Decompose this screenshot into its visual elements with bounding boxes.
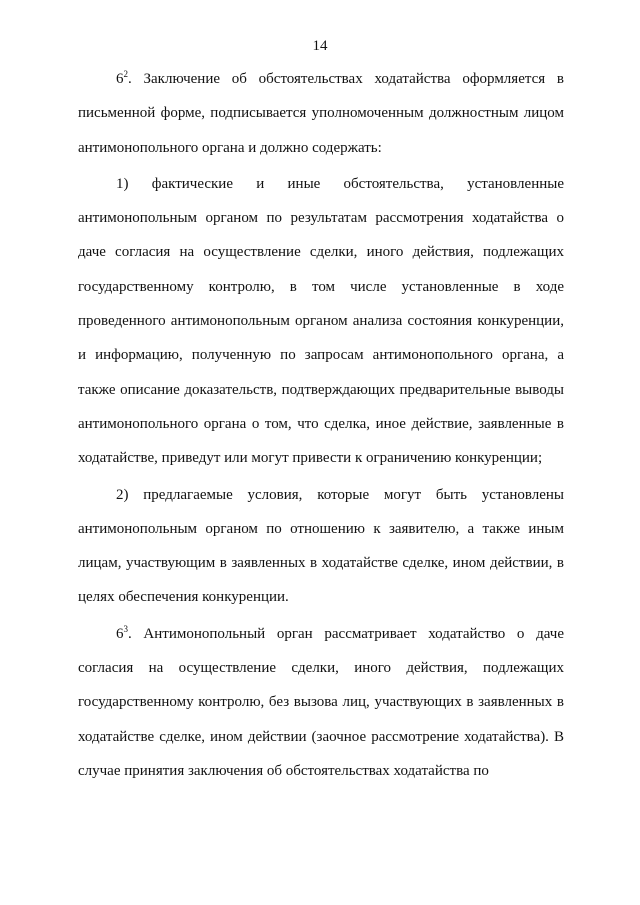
paragraph-text: Заключение об обстоятельствах ходатайства оформляется в письменной форме, подписывается уполномоченным должностным лицом антимонопольного органа и должно содержать: [78,71,564,156]
paragraph-marker: $6^3$. [116,623,132,642]
list-item-2 [78,478,564,615]
paragraph-6-3 [78,617,564,788]
page-number: 14 [312,38,328,54]
paragraph-6-2 [78,62,564,165]
document-body [78,62,564,790]
list-item-1 [78,167,564,476]
paragraph-text: Антимонопольный орган рассматривает ходатайство о даче согласия на осуществление сделки, иного действия, подлежащих государственному контролю, без вызова лиц, участвующих в заявленных в ходатайстве сделке, ином действии (заочное рассмотрение ходатайства). В случае принятия заключения об обстоятельствах ходатайства по [78,625,564,779]
paragraph-text: 1) фактические и иные обстоятельства, установленные антимонопольным органом по результатам рассмотрения ходатайства о даче согласия на осуществление сделки, иного действия, подлежащих государственному контролю, в том числе установленные в ходе проведенного антимонопольным органом анализа состояния конкуренции, и информацию, полученную по запросам антимонопольного органа, а также описание доказательств, подтверждающих предварительные выводы антимонопольного органа о том, что сделка, иное действие, заявленные в ходатайстве, приведут или могут привести к ограничению конкуренции; [78,175,564,467]
paragraph-text: 2) предлагаемые условия, которые могут быть установлены антимонопольным органом по отношению к заявителю, а также иным лицам, участвующим в заявленных в ходатайстве сделке, ином действии, в целях обеспечения конкуренции. [78,486,564,606]
paragraph-marker: $6^2$. [116,69,132,87]
